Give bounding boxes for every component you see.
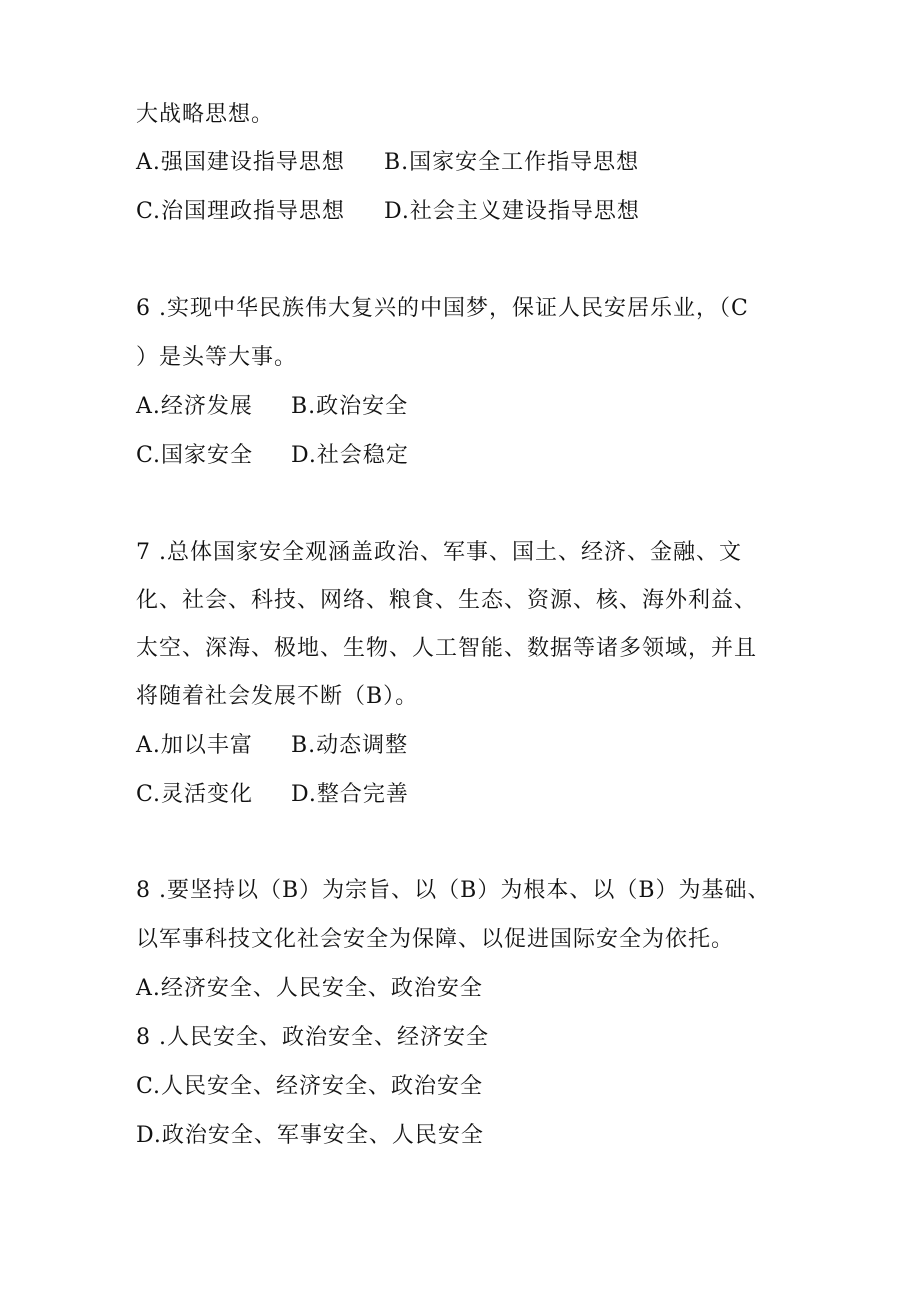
q7-stem-line-3: 太空、深海、极地、生物、人工智能、数据等诸多领域，并且 — [136, 636, 758, 661]
q6-options-row-2 — [136, 441, 409, 471]
q6-stem-line-1: 6 .实现中华民族伟大复兴的中国梦，保证人民安居乐业，（C — [136, 296, 749, 321]
q5-option-a: A.强国建设指导思想 — [136, 150, 345, 175]
q8-stem-line-2: 以军事科技文化社会安全为保障、以促进国际安全为依托。 — [136, 927, 735, 952]
q8-stem-line-1: 8 .要坚持以（B）为宗旨、以（B）为根本、以（B）为基础、 — [136, 878, 771, 903]
q7-option-d: D.整合完善 — [291, 782, 409, 807]
q8-option-d: D.政治安全、军事安全、人民安全 — [136, 1123, 484, 1148]
q7-options-row-2 — [136, 780, 409, 810]
q8-option-a: A.经济安全、人民安全、政治安全 — [136, 976, 483, 1001]
q5-option-b: B.国家安全工作指导思想 — [384, 150, 640, 175]
q6-stem-line-2: ）是头等大事。 — [136, 345, 298, 370]
q7-stem-line-2: 化、社会、科技、网络、粮食、生态、资源、核、海外利益、 — [136, 588, 758, 613]
q5-options-row-2 — [136, 197, 640, 227]
q8-option-b: 8 .人民安全、政治安全、经济安全 — [136, 1025, 489, 1050]
q8-option-c: C.人民安全、经济安全、政治安全 — [136, 1074, 484, 1099]
q7-stem-line-1: 7 .总体国家安全观涵盖政治、军事、国土、经济、金融、文 — [136, 540, 742, 565]
q7-options-row-1 — [136, 731, 409, 761]
q6-option-a: A.经济发展 — [136, 394, 253, 419]
q5-option-d: D.社会主义建设指导思想 — [384, 199, 640, 224]
q5-options-row-1 — [136, 148, 640, 178]
q7-stem-line-4: 将随着社会发展不断（B）。 — [136, 684, 419, 709]
q5-continuation: 大战略思想。 — [136, 102, 275, 127]
q7-option-b: B.动态调整 — [291, 733, 409, 758]
q6-option-c: C.国家安全 — [136, 443, 254, 468]
q6-options-row-1 — [136, 392, 409, 422]
q6-option-d: D.社会稳定 — [291, 443, 409, 468]
q7-option-a: A.加以丰富 — [136, 733, 253, 758]
q5-option-c: C.治国理政指导思想 — [136, 199, 346, 224]
q7-option-c: C.灵活变化 — [136, 782, 254, 807]
q6-option-b: B.政治安全 — [291, 394, 409, 419]
